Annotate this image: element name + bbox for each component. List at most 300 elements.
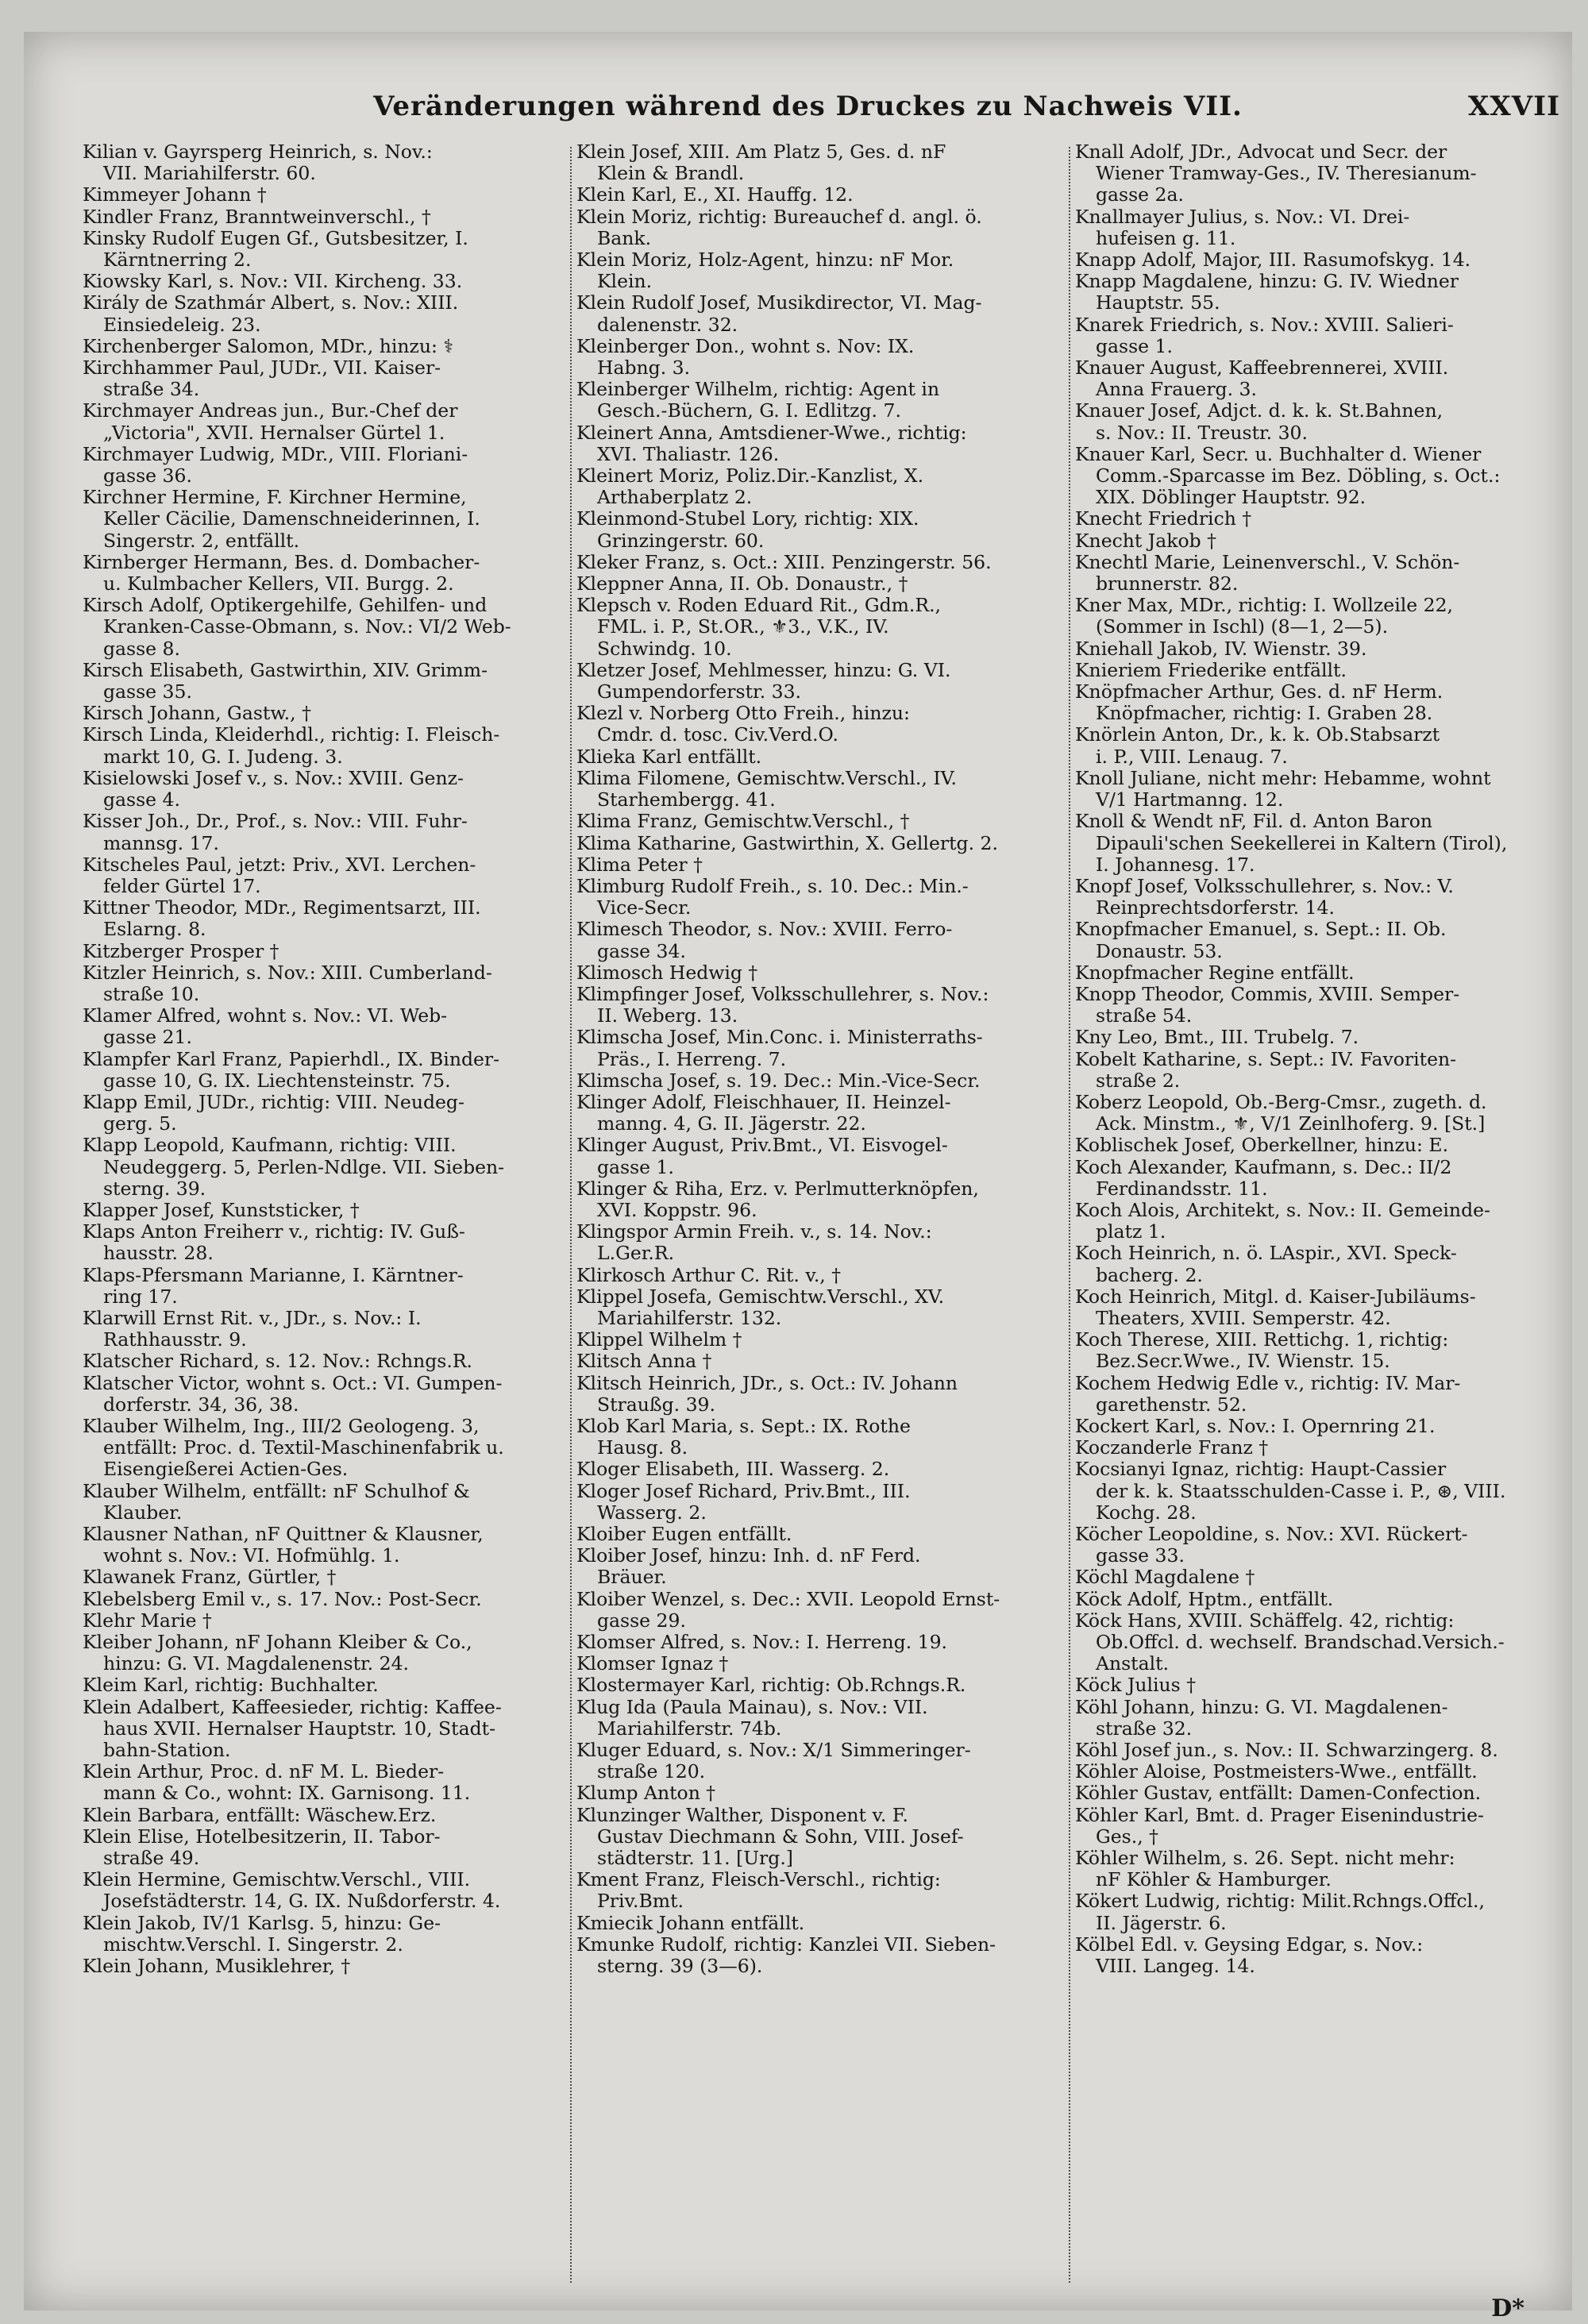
entry-continuation: I. Johannesg. 17.	[1096, 853, 1255, 876]
directory-entry	[576, 1481, 1067, 1524]
entry-continuation: Kärntnerring 2.	[103, 249, 252, 272]
entry-line: Kimmeyer Johann †	[83, 183, 267, 206]
entry-line: Klezl v. Norberg Otto Freih., hinzu:	[576, 702, 910, 725]
directory-entry	[1075, 1934, 1561, 1977]
page-title: Veränderungen während des Druckes zu Nachweis VII.	[373, 91, 1243, 122]
entry-line: Klaps Anton Freiherr v., richtig: IV. Guß-	[83, 1220, 465, 1243]
entry-line: Köck Julius †	[1075, 1674, 1196, 1697]
directory-entry	[83, 941, 559, 962]
directory-entry	[1075, 1589, 1561, 1610]
entry-line: Koczanderle Franz †	[1075, 1436, 1269, 1459]
directory-entry	[576, 1589, 1067, 1632]
entry-continuation: Hausg. 8.	[597, 1436, 688, 1459]
entry-continuation: bacherg. 2.	[1096, 1263, 1203, 1286]
directory-entry	[576, 1329, 1067, 1351]
entry-line: Koch Heinrich, Mitgl. d. Kaiser-Jubiläums-	[1075, 1285, 1476, 1308]
entry-continuation: mannsg. 17.	[103, 831, 219, 854]
entry-continuation: gasse 4.	[103, 788, 180, 811]
directory-entry	[576, 1221, 1067, 1264]
directory-entry	[1075, 206, 1561, 249]
entry-line: Kloiber Wenzel, s. Dec.: XVII. Leopold Ernst-	[576, 1587, 1000, 1610]
directory-entry	[1075, 1027, 1561, 1048]
directory-entry	[1075, 1243, 1561, 1285]
directory-entry	[576, 919, 1067, 962]
directory-entry	[83, 897, 559, 940]
entry-continuation: Klauber.	[103, 1501, 183, 1524]
entry-line: Kitscheles Paul, jetzt: Priv., XVI. Lerchen-	[83, 853, 476, 876]
directory-entry	[83, 141, 559, 184]
entry-continuation: V/1 Hartmanng. 12.	[1096, 788, 1284, 811]
entry-line: Kökert Ludwig, richtig: Milit.Rchngs.Offcl.,	[1075, 1890, 1486, 1913]
entry-line: Knieriem Friederike entfällt.	[1075, 658, 1347, 681]
entry-line: Knopf Josef, Volksschullehrer, s. Nov.: V.	[1075, 874, 1454, 897]
entry-line: Kocsianyi Ignaz, richtig: Haupt-Cassier	[1075, 1458, 1447, 1481]
directory-entry	[83, 1761, 559, 1804]
directory-entry	[576, 249, 1067, 292]
entry-continuation: Bez.Secr.Wwe., IV. Wienstr. 15.	[1096, 1350, 1390, 1373]
directory-entry	[83, 1524, 559, 1567]
entry-line: Klob Karl Maria, s. Sept.: IX. Rothe	[576, 1414, 911, 1437]
entry-continuation: Starhembergg. 41.	[597, 788, 776, 811]
entry-continuation: Ges., †	[1096, 1825, 1158, 1848]
directory-entry	[83, 703, 559, 724]
entry-line: Klump Anton †	[576, 1782, 716, 1805]
entry-line: Kirchenberger Salomon, MDr., hinzu: ⚕	[83, 334, 454, 357]
entry-line: Klomser Alfred, s. Nov.: I. Herreng. 19.	[576, 1631, 948, 1654]
directory-entry	[576, 746, 1067, 768]
entry-line: Klein Moriz, Holz-Agent, hinzu: nF Mor.	[576, 249, 954, 272]
entry-line: Kloger Elisabeth, III. Wasserg. 2.	[576, 1458, 890, 1481]
directory-entry	[576, 1135, 1067, 1177]
entry-line: Kirchhammer Paul, JUDr., VII. Kaiser-	[83, 357, 441, 380]
entry-continuation: Wiener Tramway-Ges., IV. Theresianum-	[1096, 162, 1477, 185]
entry-line: Klein Adalbert, Kaffeesieder, richtig: Kaffee-	[83, 1695, 502, 1718]
entry-line: Koberz Leopold, Ob.-Berg-Cmsr., zugeth. d.	[1075, 1090, 1487, 1113]
signature-mark: D*	[1491, 2295, 1524, 2322]
directory-entry	[1075, 508, 1561, 530]
directory-entry	[576, 1545, 1067, 1588]
entry-line: Klein Johann, Musiklehrer, †	[83, 1955, 351, 1978]
directory-entry	[576, 984, 1067, 1027]
entry-line: Köhler Karl, Bmt. d. Prager Eisenindustrie-	[1075, 1803, 1484, 1826]
entry-continuation: entfällt: Proc. d. Textil-Maschinenfabrik u.	[103, 1436, 504, 1459]
entry-continuation: Gustav Diechmann & Sohn, VIII. Josef-	[597, 1825, 964, 1848]
entry-line: Klunzinger Walther, Disponent v. F.	[576, 1803, 908, 1826]
entry-line: Kloiber Josef, hinzu: Inh. d. nF Ferd.	[576, 1544, 921, 1567]
entry-line: Klirkosch Arthur C. Rit. v., †	[576, 1263, 841, 1286]
entry-line: Köhler Aloise, Postmeisters-Wwe., entfällt.	[1075, 1760, 1478, 1783]
entry-line: Knauer Josef, Adjct. d. k. k. St.Bahnen,	[1075, 399, 1443, 422]
directory-entry	[1075, 1761, 1561, 1783]
entry-line: Klomser Ignaz †	[576, 1652, 729, 1675]
entry-line: Klampfer Karl Franz, Papierhdl., IX. Binder-	[83, 1047, 500, 1070]
entry-continuation: straße 10.	[103, 982, 200, 1005]
column-3	[1075, 141, 1561, 2301]
entry-line: Koch Alexander, Kaufmann, s. Dec.: II/2	[1075, 1155, 1452, 1178]
entry-line: Kleinert Moriz, Poliz.Dir.-Kanzlist, X.	[576, 464, 924, 488]
directory-entry	[83, 1869, 559, 1912]
directory-entry	[1075, 1459, 1561, 1524]
entry-line: Knallmayer Julius, s. Nov.: VI. Drei-	[1075, 205, 1410, 228]
entry-line: Kletzer Josef, Mehlmesser, hinzu: G. VI.	[576, 658, 951, 681]
entry-line: Kittner Theodor, MDr., Regimentsarzt, III.	[83, 896, 481, 919]
directory-entry	[83, 336, 559, 357]
entry-continuation: Einsiedeleig. 23.	[103, 313, 261, 336]
entry-line: Klima Katharine, Gastwirthin, X. Gellertg. 2.	[576, 831, 998, 854]
entry-line: Kirchmayer Andreas jun., Bur.-Chef der	[83, 399, 458, 422]
entry-line: Kisser Joh., Dr., Prof., s. Nov.: VIII. Fuhr-	[83, 810, 468, 833]
directory-entry	[576, 1092, 1067, 1135]
entry-line: Klauber Wilhelm, entfällt: nF Schulhof &	[83, 1479, 470, 1502]
entry-line: Köck Hans, XVIII. Schäffelg. 42, richtig:	[1075, 1609, 1455, 1632]
entry-line: Klimesch Theodor, s. Nov.: XVIII. Ferro-	[576, 918, 953, 941]
entry-line: Kmiecik Johann entfällt.	[576, 1911, 805, 1934]
entry-continuation: brunnerstr. 82.	[1096, 572, 1239, 595]
entry-continuation: Habng. 3.	[597, 357, 691, 380]
directory-entry	[83, 1481, 559, 1524]
entry-line: Kiowsky Karl, s. Nov.: VII. Kircheng. 33.	[83, 270, 463, 293]
entry-line: Klarwill Ernst Rit. v., JDr., s. Nov.: I.	[83, 1306, 422, 1329]
directory-entry	[576, 573, 1067, 595]
entry-line: Kloger Josef Richard, Priv.Bmt., III.	[576, 1479, 911, 1502]
directory-entry	[1075, 1567, 1561, 1588]
directory-entry	[576, 876, 1067, 919]
entry-continuation: Bräuer.	[597, 1566, 667, 1589]
entry-continuation: II. Jägerstr. 6.	[1096, 1911, 1227, 1934]
directory-entry	[576, 1178, 1067, 1221]
entry-continuation: s. Nov.: II. Treustr. 30.	[1096, 421, 1308, 444]
directory-entry	[83, 1200, 559, 1221]
entry-continuation: Mariahilferstr. 74b.	[597, 1717, 782, 1740]
directory-entry	[83, 1913, 559, 1956]
entry-continuation: Klein & Brandl.	[597, 162, 745, 185]
directory-entry	[83, 1092, 559, 1135]
entry-line: Klein Karl, E., XI. Hauffg. 12.	[576, 183, 854, 206]
entry-line: Klein Josef, XIII. Am Platz 5, Ges. d. nF	[576, 141, 946, 163]
entry-line: Köck Adolf, Hptm., entfällt.	[1075, 1587, 1334, 1610]
entry-continuation: garethenstr. 52.	[1096, 1393, 1247, 1416]
directory-entry	[83, 1697, 559, 1762]
entry-continuation: Arthaberplatz 2.	[597, 486, 753, 509]
entry-continuation: hausstr. 28.	[103, 1242, 214, 1265]
directory-entry	[1075, 1675, 1561, 1696]
entry-line: Kniehall Jakob, IV. Wienstr. 39.	[1075, 637, 1367, 660]
directory-entry	[576, 184, 1067, 206]
entry-continuation: Präs., I. Herreng. 7.	[597, 1047, 787, 1070]
entry-continuation: straße 120.	[597, 1760, 706, 1783]
directory-entry	[576, 595, 1067, 660]
entry-continuation: Schwindg. 10.	[597, 637, 732, 660]
entry-continuation: mischtw.Verschl. I. Singerstr. 2.	[103, 1933, 403, 1956]
entry-continuation: Reinprechtsdorferstr. 14.	[1096, 896, 1335, 919]
entry-continuation: XVI. Koppstr. 96.	[597, 1198, 757, 1221]
directory-entry	[1075, 552, 1561, 595]
entry-line: Klinger Adolf, Fleischhauer, II. Heinzel-	[576, 1090, 951, 1113]
directory-entry	[83, 552, 559, 595]
directory-entry	[576, 422, 1067, 465]
entry-line: Kölbel Edl. v. Geysing Edgar, s. Nov.:	[1075, 1933, 1424, 1956]
entry-line: Knall Adolf, JDr., Advocat und Secr. der	[1075, 141, 1447, 163]
directory-entry	[1075, 811, 1561, 876]
entry-line: Köchl Magdalene †	[1075, 1566, 1255, 1589]
entry-line: Knauer Karl, Secr. u. Buchhalter d. Wiener	[1075, 442, 1482, 465]
entry-line: Knoll Juliane, nicht mehr: Hebamme, wohnt	[1075, 766, 1491, 789]
directory-entry	[1075, 141, 1561, 206]
entry-continuation: straße 32.	[1096, 1717, 1193, 1740]
entry-continuation: platz 1.	[1096, 1220, 1166, 1243]
entry-continuation: gasse 33.	[1096, 1544, 1185, 1567]
entry-line: Kleim Karl, richtig: Buchhalter.	[83, 1674, 379, 1697]
entry-continuation: Rathhausstr. 9.	[103, 1328, 247, 1351]
directory-entry	[83, 1826, 559, 1869]
directory-entry	[576, 1373, 1067, 1416]
directory-entry	[576, 1783, 1067, 1804]
directory-entry	[576, 1675, 1067, 1696]
entry-line: Knauer August, Kaffeebrennerei, XVIII.	[1075, 357, 1449, 380]
directory-entry	[1075, 1890, 1561, 1933]
entry-continuation: Cmdr. d. tosc. Civ.Verd.O.	[597, 723, 838, 746]
entry-line: Klippel Josefa, Gemischtw.Verschl., XV.	[576, 1285, 945, 1308]
entry-line: Klein Barbara, entfällt: Wäschew.Erz.	[83, 1803, 437, 1826]
entry-line: Klaps-Pfersmann Marianne, I. Kärntner-	[83, 1263, 464, 1286]
directory-entry	[83, 854, 559, 897]
entry-line: Kleinberger Don., wohnt s. Nov: IX.	[576, 334, 915, 357]
entry-continuation: Gesch.-Büchern, G. I. Edlitzg. 7.	[597, 399, 901, 422]
entry-continuation: Priv.Bmt.	[597, 1890, 684, 1913]
directory-entry	[83, 1265, 559, 1308]
entry-continuation: ring 17.	[103, 1285, 178, 1308]
entry-continuation: u. Kulmbacher Kellers, VII. Burgg. 2.	[103, 572, 454, 595]
entry-continuation: bahn-Station.	[103, 1739, 231, 1762]
entry-line: Klein Rudolf Josef, Musikdirector, VI. Mag-	[576, 291, 982, 314]
directory-entry	[576, 1027, 1067, 1070]
column-2	[576, 141, 1067, 2301]
directory-entry	[1075, 1329, 1561, 1372]
directory-entry	[83, 1308, 559, 1351]
entry-line: Klingspor Armin Freih. v., s. 14. Nov.:	[576, 1220, 932, 1243]
directory-entry	[576, 811, 1067, 832]
entry-line: Klamer Alfred, wohnt s. Nov.: VI. Web-	[83, 1004, 448, 1027]
entry-line: Kleppner Anna, II. Ob. Donaustr., †	[576, 572, 908, 595]
directory-entry	[83, 444, 559, 487]
directory-entry	[1075, 876, 1561, 919]
directory-entry	[83, 292, 559, 335]
entry-continuation: Knöpfmacher, richtig: I. Graben 28.	[1096, 702, 1433, 725]
entry-continuation: straße 2.	[1096, 1069, 1181, 1092]
entry-continuation: i. P., VIII. Lenaug. 7.	[1096, 745, 1288, 768]
directory-entry	[83, 1805, 559, 1826]
entry-line: Klebelsberg Emil v., s. 17. Nov.: Post-Secr.	[83, 1587, 482, 1610]
directory-entry	[576, 379, 1067, 422]
entry-line: Klimburg Rudolf Freih., s. 10. Dec.: Min.-	[576, 874, 969, 897]
directory-entry	[1075, 638, 1561, 660]
entry-line: Knopp Theodor, Commis, XVIII. Semper-	[1075, 982, 1460, 1005]
directory-entry	[83, 724, 559, 767]
entry-line: Kment Franz, Fleisch-Verschl., richtig:	[576, 1868, 941, 1891]
directory-entry	[576, 1265, 1067, 1286]
directory-entry	[83, 768, 559, 811]
entry-line: Knapp Adolf, Major, III. Rasumofskyg. 14.	[1075, 249, 1471, 272]
entry-line: Klapper Josef, Kunststicker, †	[83, 1198, 360, 1221]
entry-line: Kochem Hedwig Edle v., richtig: IV. Mar-	[1075, 1371, 1461, 1394]
directory-entry	[576, 660, 1067, 703]
directory-entry	[1075, 1740, 1561, 1761]
entry-continuation: FML. i. P., St.OR., ⚜3., V.K., IV.	[597, 615, 889, 638]
directory-entry	[83, 487, 559, 552]
directory-entry	[576, 552, 1067, 573]
entry-continuation: Anna Frauerg. 3.	[1096, 378, 1257, 401]
entry-line: Klatscher Richard, s. 12. Nov.: Rchngs.R.	[83, 1350, 472, 1373]
directory-entry	[1075, 1783, 1561, 1804]
directory-entry	[83, 1589, 559, 1610]
entry-continuation: gasse 2a.	[1096, 183, 1184, 206]
entry-line: Kitzberger Prosper †	[83, 939, 279, 962]
entry-continuation: Mariahilferstr. 132.	[597, 1306, 782, 1329]
directory-entry	[576, 508, 1067, 551]
entry-continuation: Dipauli'schen Seekellerei in Kaltern (Tirol),	[1096, 831, 1508, 854]
entry-line: Kleker Franz, s. Oct.: XIII. Penzingerstr. 56.	[576, 550, 992, 573]
entry-continuation: Donaustr. 53.	[1096, 939, 1223, 962]
entry-line: Klima Franz, Gemischtw.Verschl., †	[576, 810, 910, 833]
entry-line: Knarek Friedrich, s. Nov.: XVIII. Salieri-	[1075, 313, 1454, 336]
entry-line: Klatscher Victor, wohnt s. Oct.: VI. Gumpen-	[83, 1371, 503, 1394]
entry-line: Kleinmond-Stubel Lory, richtig: XIX.	[576, 507, 919, 530]
directory-entry	[576, 1934, 1067, 1977]
directory-entry	[1075, 1437, 1561, 1459]
entry-line: Kilian v. Gayrsperg Heinrich, s. Nov.:	[83, 141, 433, 163]
entry-line: Kobelt Katharine, s. Sept.: IV. Favoriten-	[1075, 1047, 1457, 1070]
entry-continuation: L.Ger.R.	[597, 1242, 675, 1265]
entry-continuation: sterng. 39.	[103, 1177, 206, 1200]
entry-continuation: hufeisen g. 11.	[1096, 226, 1236, 249]
directory-entry	[83, 1049, 559, 1092]
entry-continuation: Ob.Offcl. d. wechself. Brandschad.Versich.-	[1096, 1631, 1505, 1654]
entry-continuation: dalenenstr. 32.	[597, 313, 738, 336]
directory-entry	[1075, 249, 1561, 271]
entry-line: Kockert Karl, s. Nov.: I. Opernring 21.	[1075, 1414, 1436, 1437]
directory-entry	[83, 357, 559, 400]
column-divider	[570, 147, 572, 2283]
directory-entry	[1075, 271, 1561, 314]
directory-entry	[83, 811, 559, 854]
entry-continuation: Ack. Minstm., ⚜, V/1 Zeinlhoferg. 9. [St.]	[1096, 1112, 1486, 1135]
entry-continuation: gasse 1.	[597, 1155, 674, 1178]
entry-line: Kirsch Linda, Kleiderhdl., richtig: I. Fleisch-	[83, 723, 500, 746]
entry-line: Kluger Eduard, s. Nov.: X/1 Simmeringer-	[576, 1739, 971, 1762]
entry-line: Kindler Franz, Branntweinverschl., †	[83, 205, 431, 228]
directory-entry	[576, 1459, 1067, 1480]
entry-line: Koblischek Josef, Oberkellner, hinzu: E.	[1075, 1134, 1449, 1157]
directory-entry	[1075, 357, 1561, 400]
page-number: XXVII	[1468, 91, 1560, 122]
entry-continuation: Bank.	[597, 226, 652, 249]
entry-continuation: gasse 8.	[103, 637, 180, 660]
directory-entry	[576, 1286, 1067, 1329]
directory-entry	[576, 1416, 1067, 1459]
entry-continuation: Grinzingerstr. 60.	[597, 529, 765, 552]
entry-line: Kirchner Hermine, F. Kirchner Hermine,	[83, 486, 467, 509]
directory-entry	[1075, 1805, 1561, 1848]
entry-continuation: VII. Mariahilferstr. 60.	[103, 162, 316, 185]
entry-line: Köhl Josef jun., s. Nov.: II. Schwarzingerg. 8.	[1075, 1739, 1498, 1762]
entry-line: Kirsch Johann, Gastw., †	[83, 702, 311, 725]
entry-line: Klieka Karl entfällt.	[576, 745, 762, 768]
directory-entry	[576, 1913, 1067, 1934]
directory-entry	[1075, 1049, 1561, 1092]
entry-line: Knopfmacher Regine entfällt.	[1075, 961, 1355, 984]
directory-entry	[83, 1567, 559, 1588]
directory-entry	[1075, 1373, 1561, 1416]
directory-entry	[1075, 1416, 1561, 1437]
entry-line: Kleinberger Wilhelm, richtig: Agent in	[576, 378, 940, 401]
directory-entry	[83, 206, 559, 228]
directory-entry	[576, 1351, 1067, 1372]
entry-continuation: Singerstr. 2, entfällt.	[103, 529, 300, 552]
directory-entry	[83, 228, 559, 271]
directory-entry	[576, 1653, 1067, 1675]
entry-line: Klapp Leopold, Kaufmann, richtig: VIII.	[83, 1134, 457, 1157]
directory-entry	[576, 962, 1067, 984]
entry-line: Knopfmacher Emanuel, s. Sept.: II. Ob.	[1075, 918, 1447, 941]
entry-line: Köhler Wilhelm, s. 26. Sept. nicht mehr:	[1075, 1847, 1455, 1870]
directory-entry	[1075, 1092, 1561, 1135]
directory-entry	[83, 595, 559, 660]
entry-continuation: XIX. Döblinger Hauptstr. 92.	[1096, 486, 1366, 509]
entry-line: Köcher Leopoldine, s. Nov.: XVI. Rückert-	[1075, 1523, 1468, 1545]
entry-line: Kisielowski Josef v., s. Nov.: XVIII. Genz-	[83, 766, 464, 789]
entry-line: Koch Therese, XIII. Rettichg. 1, richtig:	[1075, 1328, 1449, 1351]
directory-entry	[83, 1416, 559, 1481]
directory-entry	[83, 1135, 559, 1200]
entry-line: Kirsch Adolf, Optikergehilfe, Gehilfen- und	[83, 594, 488, 617]
directory-entry	[83, 400, 559, 443]
directory-entry	[576, 336, 1067, 379]
directory-entry	[576, 703, 1067, 746]
directory-entry	[83, 184, 559, 206]
entry-line: Kny Leo, Bmt., III. Trubelg. 7.	[1075, 1026, 1359, 1049]
directory-entry	[576, 833, 1067, 854]
entry-continuation: Hauptstr. 55.	[1096, 291, 1220, 314]
directory-entry	[83, 962, 559, 1005]
directory-entry	[1075, 984, 1561, 1027]
entry-line: Klauber Wilhelm, Ing., III/2 Geologeng. 3,	[83, 1414, 480, 1437]
entry-line: Knechtl Marie, Leinenverschl., V. Schön-	[1075, 550, 1460, 573]
entry-continuation: städterstr. 11. [Urg.]	[597, 1847, 793, 1870]
directory-entry	[576, 1632, 1067, 1653]
directory-page	[24, 32, 1572, 2322]
entry-line: Klein Arthur, Proc. d. nF M. L. Bieder-	[83, 1760, 445, 1783]
directory-entry	[83, 660, 559, 703]
entry-line: Kinsky Rudolf Eugen Gf., Gutsbesitzer, I.	[83, 226, 468, 249]
directory-entry	[83, 1675, 559, 1696]
entry-line: Klug Ida (Paula Mainau), s. Nov.: VII.	[576, 1695, 928, 1718]
entry-continuation: VIII. Langeg. 14.	[1096, 1955, 1255, 1978]
directory-entry	[1075, 962, 1561, 984]
directory-entry	[83, 1221, 559, 1264]
entry-continuation: Eslarng. 8.	[103, 918, 206, 941]
entry-line: Kleiber Johann, nF Johann Kleiber & Co.,	[83, 1631, 472, 1654]
entry-line: Király de Szathmár Albert, s. Nov.: XIII.	[83, 291, 459, 314]
directory-entry	[1075, 660, 1561, 681]
directory-entry	[576, 854, 1067, 876]
entry-line: Knörlein Anton, Dr., k. k. Ob.Stabsarzt	[1075, 723, 1440, 746]
column-divider	[1069, 147, 1071, 2283]
directory-entry	[576, 141, 1067, 184]
entry-continuation: Anstalt.	[1096, 1652, 1170, 1675]
entry-continuation: gasse 10, G. IX. Liechtensteinstr. 75.	[103, 1069, 451, 1092]
directory-entry	[576, 1070, 1067, 1092]
entry-line: Klitsch Heinrich, JDr., s. Oct.: IV. Johann	[576, 1371, 958, 1394]
